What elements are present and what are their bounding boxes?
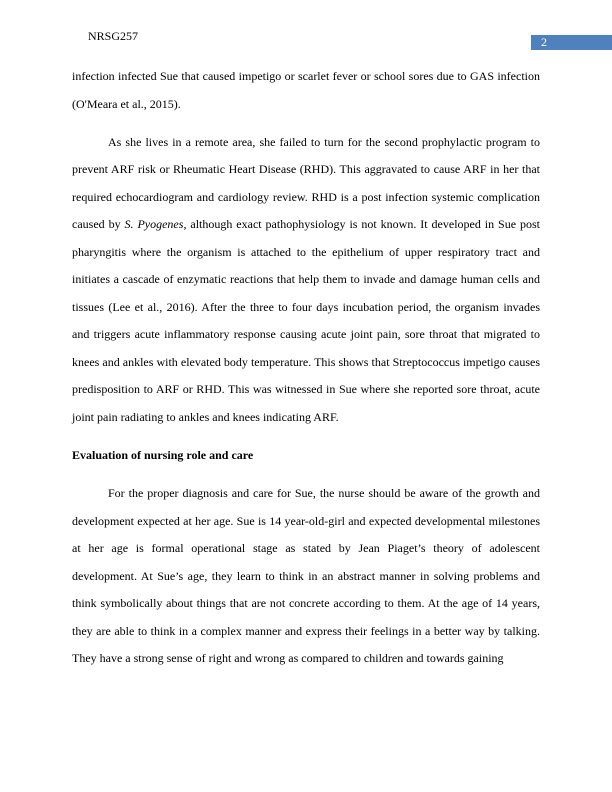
species-name-italic: S. Pyogenes [124,217,184,232]
paragraph-2 [72,129,540,432]
section-heading: Evaluation of nursing role and care [72,447,254,462]
paragraph-3: For the proper diagnosis and care for Sue, the nurse should be aware of the growth and development expected at her age. Sue is 14 year-old-girl and expected developmental milestones at her age is formal operational stage as stated by Jean Piaget’s theory of adolescent development. At Sue’s age, they learn to think in an abstract manner in solving problems and think symbolically about things that are not concrete according to them. At the age of 14 years, they are able to think in a complex manner and express their feelings in a better way by talking. They have a strong sense of right and wrong as compared to children and towards gaining [72,486,540,666]
header-title: NRSG257 [88,29,139,43]
paragraph-1: infection infected Sue that caused impetigo or scarlet fever or school sores due to GAS infection (O'Meara et al., 2015). [72,69,540,111]
document-body [72,63,540,673]
paragraph-2-text-end: , although exact pathophysiology is not known. It developed in Sue post pharyngitis where the organism is attached to the epithelium of upper respiratory tract and initiates a cascade of enzymatic reactions that help them to invade and damage human cells and tissues (Lee et al., 2016). After the three to four days incubation period, the organism invades and triggers acute inflammatory response causing acute joint pain, sore throat that migrated to knees and ankles with elevated body temperature. This shows that Streptococcus impetigo causes predisposition to ARF or RHD. This was witnessed in Sue where she reported sore throat, acute joint pain radiating to ankles and knees indicating ARF. [72,217,540,424]
paragraph-2-text-start: As she lives in a remote area, she failed to turn for the second prophylactic program to prevent ARF risk or Rheumatic Heart Disease (RHD). This aggravated to cause ARF in her that required echocardiogram and cardiology review. RHD is a post infection systemic complication caused by [72,134,540,232]
page-number: 2 [541,35,547,49]
page-number-bar [531,35,612,50]
